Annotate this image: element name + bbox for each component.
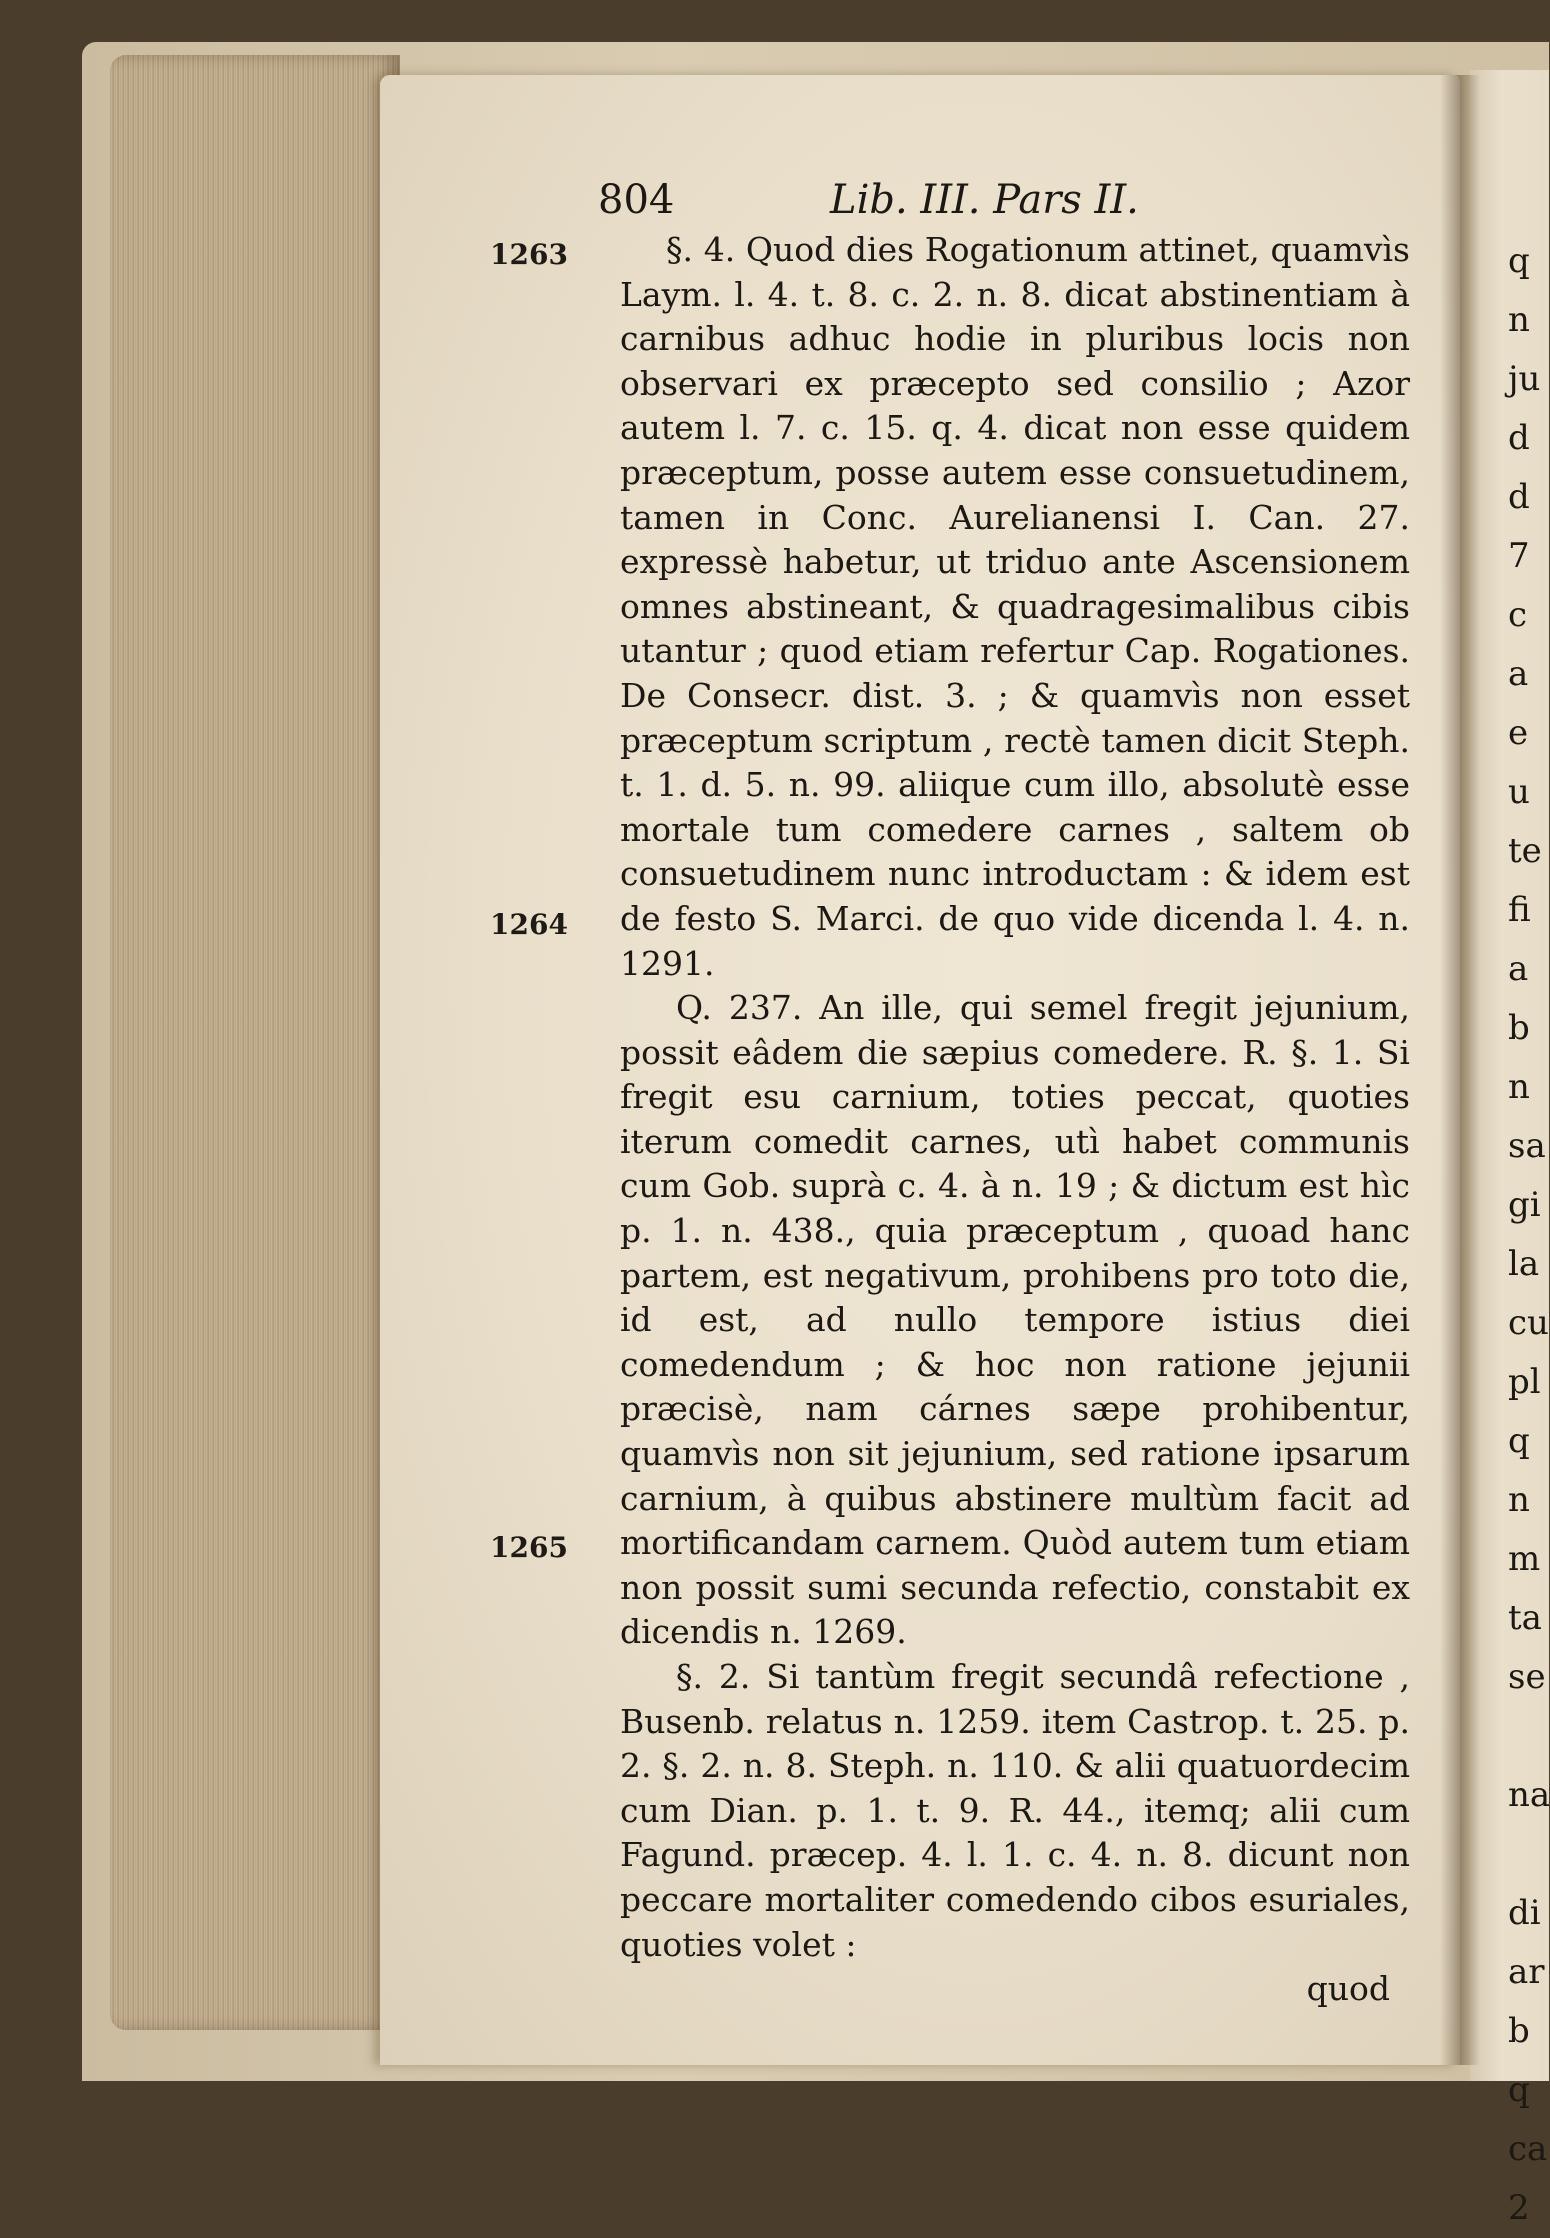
fragment: te bbox=[1508, 831, 1542, 871]
fragment: na bbox=[1508, 1775, 1550, 1815]
fragment: c bbox=[1508, 595, 1528, 635]
fragment: q bbox=[1508, 2070, 1530, 2110]
body-text bbox=[620, 228, 1410, 2012]
fragment: 7 bbox=[1508, 536, 1530, 576]
facing-page-fragments bbox=[1508, 232, 1549, 2238]
fragment: sa bbox=[1508, 1126, 1546, 1166]
paragraph-1265: §. 2. Si tantùm fregit secundâ refectione , Busenb. relatus n. 1259. item Castrop. t. 25. p. 2. §. 2. n. 8. Steph. n. 110. & alii quatuordecim cum Dian. p. 1. t. 9. R. 44., itemq; alii cum Fagund. præcep. 4. l. 1. c. 4. n. 8. dicunt non peccare mortaliter comedendo cibos esuriales, quoties volet : bbox=[620, 1657, 1410, 1964]
fragment: se bbox=[1508, 1657, 1546, 1697]
fragment: cu bbox=[1508, 1303, 1549, 1343]
fragment: ca bbox=[1508, 2129, 1548, 2169]
fragment: n bbox=[1508, 1480, 1530, 1520]
fragment: a bbox=[1508, 654, 1529, 694]
page-header bbox=[598, 170, 1158, 230]
fragment bbox=[1508, 1707, 1549, 1766]
book-gutter bbox=[1440, 75, 1480, 2065]
fragment: la bbox=[1508, 1244, 1540, 1284]
paragraph-1264: Q. 237. An ille, qui semel fregit jejunium, possit eâdem die sæpius comedere. R. §. 1. Si fregit esu carnium, toties peccat, quoties iterum comedit carnes, utì habet communis cum Gob. suprà c. 4. à n. 19 ; & dictum est hìc p. 1. n. 438., quia præceptum , quoad hanc partem, est negativum, prohibens pro toto die, id est, ad nullo tempore istius diei comedendum ; & hoc non ratione jejunii præcisè, nam cárnes sæpe prohibentur, quamvìs non sit jejunium, sed ratione ipsarum carnium, à quibus abstinere multùm facit ad mortificandam carnem. Quòd autem tum etiam non possit sumi secunda refectio, constabit ex dicendis n. 1269. bbox=[620, 988, 1410, 1652]
fragment: a bbox=[1508, 949, 1529, 989]
fragment: e bbox=[1508, 713, 1529, 753]
fragment: b bbox=[1508, 1008, 1530, 1048]
paragraph-number-1265: 1265 bbox=[490, 1531, 568, 1564]
catchword: quod bbox=[1306, 1969, 1390, 2009]
fragment: q bbox=[1508, 1421, 1530, 1461]
fragment: d bbox=[1508, 418, 1530, 458]
paragraph-number-1263: 1263 bbox=[490, 238, 568, 271]
fragment: ta bbox=[1508, 1598, 1542, 1638]
fragment: fi bbox=[1508, 890, 1531, 930]
paragraph-1263: §. 4. Quod dies Rogationum attinet, quamvìs Laym. l. 4. t. 8. c. 2. n. 8. dicat abstinentiam à carnibus adhuc hodie in pluribus locis non observari ex præcepto sed consilio ; Azor autem l. 7. c. 15. q. 4. dicat non esse quidem præceptum, posse autem esse consuetudinem, tamen in Conc. Aurelianensi I. Can. 27. expressè habetur, ut triduo ante Ascensionem omnes abstineant, & quadragesimalibus cibis utantur ; quod etiam refertur Cap. Rogationes. De Consecr. dist. 3. ; & quamvìs non esset præceptum scriptum , rectè tamen dicit Steph. t. 1. d. 5. n. 99. aliique cum illo, absolutè esse mortale tum comedere carnes , saltem ob consuetudinem nunc introductam : & idem est de festo S. Marci. de quo vide dicenda l. 4. n. 1291. bbox=[620, 230, 1410, 983]
page-edges bbox=[110, 55, 400, 2030]
fragment: pl bbox=[1508, 1362, 1541, 1402]
paragraph-number-1264: 1264 bbox=[490, 908, 568, 941]
fragment: d bbox=[1508, 477, 1530, 517]
fragment: u bbox=[1508, 772, 1530, 812]
fragment: n bbox=[1508, 300, 1530, 340]
fragment: gi bbox=[1508, 1185, 1541, 1225]
fragment: m bbox=[1508, 1539, 1541, 1579]
fragment: n bbox=[1508, 1067, 1530, 1107]
fragment: ju bbox=[1508, 359, 1541, 399]
fragment: ar bbox=[1508, 1952, 1545, 1992]
fragment: di bbox=[1508, 1893, 1541, 1933]
fragment: 2 bbox=[1508, 2188, 1530, 2228]
fragment bbox=[1508, 1825, 1549, 1884]
fragment: b bbox=[1508, 2011, 1530, 2051]
fragment: q bbox=[1508, 241, 1530, 281]
page-number: 804 bbox=[598, 177, 675, 223]
running-title: Lib. III. Pars II. bbox=[830, 177, 1139, 223]
